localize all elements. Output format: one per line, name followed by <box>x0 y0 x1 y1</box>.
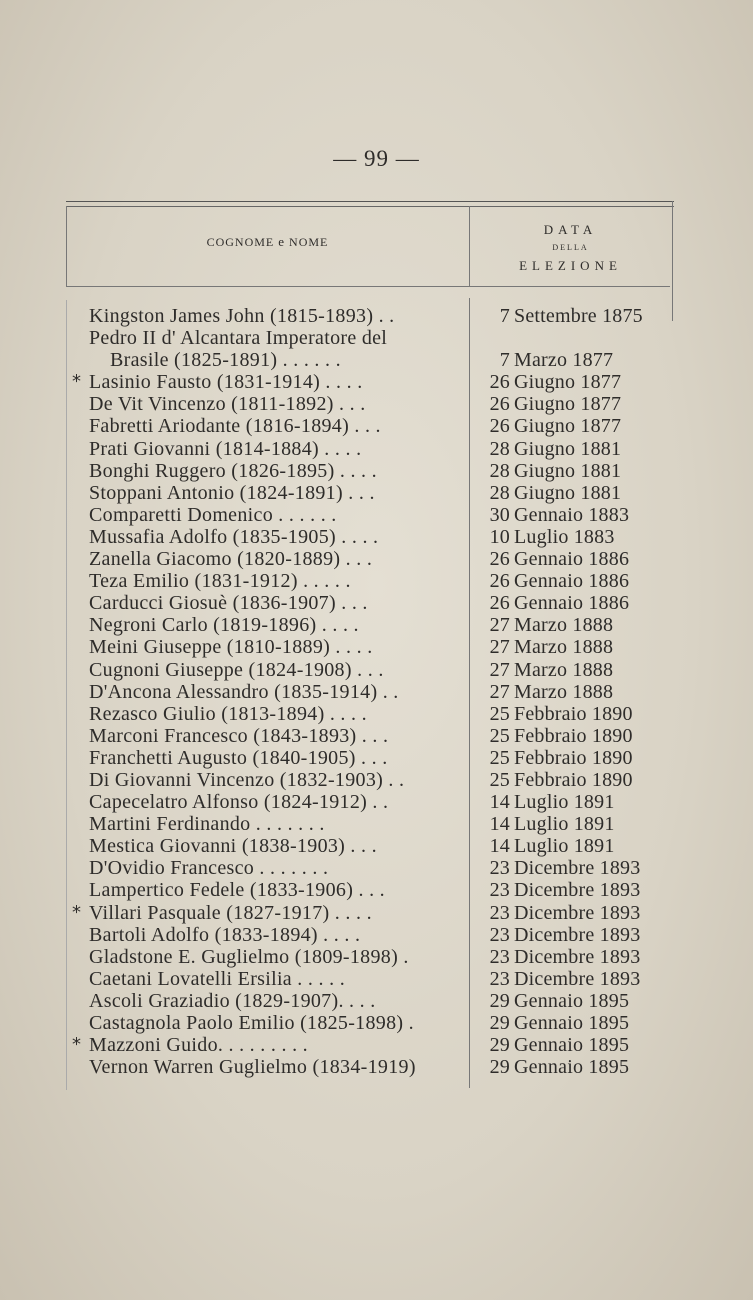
election-day: 14 <box>489 813 510 836</box>
table-row <box>0 415 753 437</box>
column-header-della: DELLA <box>552 243 589 252</box>
table-row <box>0 371 753 393</box>
election-day: 26 <box>489 570 510 593</box>
header-name: NOME <box>289 235 329 249</box>
election-month-year: Giugno 1877 <box>514 393 622 416</box>
page-number: — 99 — <box>333 146 420 171</box>
table-row <box>0 548 753 570</box>
election-month-year: Febbraio 1890 <box>514 768 633 791</box>
table-row <box>0 902 753 924</box>
election-month-year: Gennaio 1886 <box>514 570 630 593</box>
table-row <box>0 349 753 371</box>
member-name: Stoppani Antonio (1824-1891) . . . <box>89 481 375 504</box>
election-day: 30 <box>489 503 510 526</box>
table-row <box>0 879 753 901</box>
member-name: Gladstone E. Guglielmo (1809-1898) . <box>89 945 409 968</box>
member-name: Meini Giuseppe (1810-1889) . . . . <box>89 636 373 659</box>
election-date <box>480 592 660 614</box>
member-name: Zanella Giacomo (1820-1889) . . . <box>89 548 373 571</box>
table-row <box>0 592 753 614</box>
election-date <box>480 482 660 504</box>
election-date <box>480 681 660 703</box>
election-month-year: Giugno 1877 <box>514 415 622 438</box>
election-date <box>480 747 660 769</box>
member-name: Teza Emilio (1831-1912) . . . . . <box>89 570 351 593</box>
election-month-year: Gennaio 1895 <box>514 1056 630 1079</box>
table-right-border <box>672 201 673 321</box>
election-date <box>480 349 660 371</box>
election-date <box>480 305 660 327</box>
member-name: Di Giovanni Vincenzo (1832-1903) . . <box>89 768 405 791</box>
election-day: 26 <box>489 371 510 394</box>
election-day: 14 <box>489 835 510 858</box>
election-date <box>480 1012 660 1034</box>
header-surname: COGNOME <box>206 235 275 249</box>
table-row <box>0 681 753 703</box>
election-month-year: Gennaio 1883 <box>514 503 630 526</box>
election-month-year: Luglio 1883 <box>514 525 615 548</box>
member-name: Carducci Giosuè (1836-1907) . . . <box>89 592 368 615</box>
table-row <box>0 438 753 460</box>
member-name: Pedro II d' Alcantara Imperatore del <box>89 327 388 350</box>
member-name: Caetani Lovatelli Ersilia . . . . . <box>89 967 345 990</box>
table-row <box>0 1034 753 1056</box>
election-day: 26 <box>489 415 510 438</box>
election-month-year: Febbraio 1890 <box>514 702 633 725</box>
election-month-year: Gennaio 1895 <box>514 1034 630 1057</box>
header-conj: e <box>278 234 286 249</box>
member-name: D'Ancona Alessandro (1835-1914) . . <box>89 680 399 703</box>
member-name: Prati Giovanni (1814-1884) . . . . <box>89 437 362 460</box>
election-day: 7 <box>499 349 510 372</box>
column-header-name <box>66 234 469 250</box>
election-month-year: Luglio 1891 <box>514 835 615 858</box>
election-day: 26 <box>489 393 510 416</box>
election-date <box>480 990 660 1012</box>
asterisk-mark: * <box>72 371 82 393</box>
table-header-rule <box>66 286 670 287</box>
table-row <box>0 990 753 1012</box>
election-day: 25 <box>489 768 510 791</box>
election-day: 23 <box>489 967 510 990</box>
election-month-year: Gennaio 1886 <box>514 592 630 615</box>
election-day: 23 <box>489 923 510 946</box>
election-month-year: Febbraio 1890 <box>514 724 633 747</box>
election-month-year: Dicembre 1893 <box>514 967 641 990</box>
election-day: 7 <box>499 305 510 327</box>
election-date <box>480 791 660 813</box>
election-day: 14 <box>489 791 510 814</box>
election-month-year: Dicembre 1893 <box>514 923 641 946</box>
members-table <box>0 305 753 1078</box>
table-row <box>0 504 753 526</box>
election-day: 23 <box>489 945 510 968</box>
member-name: Ascoli Graziadio (1829-1907). . . . <box>89 989 376 1012</box>
member-name: Franchetti Augusto (1840-1905) . . . <box>89 746 388 769</box>
election-date <box>480 570 660 592</box>
table-row <box>0 482 753 504</box>
member-name: Vernon Warren Guglielmo (1834-1919) <box>89 1056 416 1079</box>
member-name: Villari Pasquale (1827-1917) . . . . <box>89 901 372 924</box>
member-name: Brasile (1825-1891) . . . . . . <box>110 349 341 372</box>
election-date <box>480 769 660 791</box>
table-row <box>0 924 753 946</box>
election-date <box>480 460 660 482</box>
election-date <box>480 438 660 460</box>
table-row <box>0 614 753 636</box>
election-day: 27 <box>489 636 510 659</box>
election-month-year: Giugno 1881 <box>514 481 622 504</box>
member-name: Mazzoni Guido. . . . . . . . . <box>89 1034 308 1057</box>
member-name: Lasinio Fausto (1831-1914) . . . . <box>89 371 363 394</box>
election-month-year: Luglio 1891 <box>514 813 615 836</box>
table-top-rule-inner <box>66 206 674 207</box>
member-name: Mussafia Adolfo (1835-1905) . . . . <box>89 525 379 548</box>
member-name: Fabretti Ariodante (1816-1894) . . . <box>89 415 381 438</box>
election-day: 10 <box>489 525 510 548</box>
election-day: 29 <box>489 1056 510 1079</box>
election-date <box>480 725 660 747</box>
election-date <box>480 614 660 636</box>
column-header-data: DATA <box>543 222 598 237</box>
member-name: Comparetti Domenico . . . . . . <box>89 503 337 526</box>
table-row <box>0 813 753 835</box>
election-day: 23 <box>489 857 510 880</box>
election-date <box>480 703 660 725</box>
election-day: 27 <box>489 658 510 681</box>
member-name: Bonghi Ruggero (1826-1895) . . . . <box>89 459 377 482</box>
election-day: 29 <box>489 989 510 1012</box>
election-month-year: Dicembre 1893 <box>514 945 641 968</box>
table-row <box>0 791 753 813</box>
election-month-year: Gennaio 1895 <box>514 1012 630 1034</box>
election-day: 28 <box>489 481 510 504</box>
election-date <box>480 636 660 658</box>
column-header-elezione: ELEZIONE <box>519 258 622 273</box>
election-day: 25 <box>489 746 510 769</box>
election-day: 29 <box>489 1012 510 1034</box>
election-date <box>480 1034 660 1056</box>
election-date <box>480 857 660 879</box>
election-month-year: Dicembre 1893 <box>514 857 641 880</box>
election-month-year: Marzo 1877 <box>514 349 614 372</box>
table-row <box>0 857 753 879</box>
member-name: Capecelatro Alfonso (1824-1912) . . <box>89 791 389 814</box>
election-date <box>480 879 660 901</box>
election-date <box>480 1056 660 1078</box>
member-name: Rezasco Giulio (1813-1894) . . . . <box>89 702 367 725</box>
asterisk-mark: * <box>72 1034 82 1056</box>
election-day: 28 <box>489 437 510 460</box>
election-month-year: Marzo 1888 <box>514 636 614 659</box>
election-date <box>480 327 660 349</box>
member-name: Kingston James John (1815-1893) . . <box>89 305 395 327</box>
asterisk-mark: * <box>72 901 82 923</box>
election-day: 27 <box>489 680 510 703</box>
table-row <box>0 1056 753 1078</box>
election-date <box>480 548 660 570</box>
member-name: Negroni Carlo (1819-1896) . . . . <box>89 614 359 637</box>
table-row <box>0 703 753 725</box>
table-row <box>0 769 753 791</box>
table-row <box>0 725 753 747</box>
election-month-year: Marzo 1888 <box>514 680 614 703</box>
election-date <box>480 946 660 968</box>
election-month-year: Febbraio 1890 <box>514 746 633 769</box>
table-row <box>0 1012 753 1034</box>
election-month-year: Gennaio 1886 <box>514 548 630 571</box>
election-month-year: Marzo 1888 <box>514 614 614 637</box>
member-name: Bartoli Adolfo (1833-1894) . . . . <box>89 923 361 946</box>
election-day: 26 <box>489 592 510 615</box>
table-row <box>0 659 753 681</box>
election-day: 27 <box>489 614 510 637</box>
election-month-year: Giugno 1877 <box>514 371 622 394</box>
election-day: 26 <box>489 548 510 571</box>
election-day: 29 <box>489 1034 510 1057</box>
table-row <box>0 393 753 415</box>
member-name: Martini Ferdinando . . . . . . . <box>89 813 325 836</box>
election-month-year: Giugno 1881 <box>514 459 622 482</box>
member-name: Castagnola Paolo Emilio (1825-1898) . <box>89 1012 414 1034</box>
table-row <box>0 570 753 592</box>
election-date <box>480 526 660 548</box>
table-row <box>0 946 753 968</box>
election-date <box>480 415 660 437</box>
election-month-year: Gennaio 1895 <box>514 989 630 1012</box>
member-name: Lampertico Fedele (1833-1906) . . . <box>89 879 385 902</box>
election-date <box>480 659 660 681</box>
election-day: 23 <box>489 901 510 924</box>
election-month-year: Marzo 1888 <box>514 658 614 681</box>
member-name: D'Ovidio Francesco . . . . . . . <box>89 857 329 880</box>
election-date <box>480 924 660 946</box>
election-date <box>480 902 660 924</box>
election-day: 28 <box>489 459 510 482</box>
member-name: Cugnoni Giuseppe (1824-1908) . . . <box>89 658 384 681</box>
member-name: De Vit Vincenzo (1811-1892) . . . <box>89 393 366 416</box>
election-month-year: Settembre 1875 <box>514 305 643 327</box>
election-date <box>480 393 660 415</box>
table-row <box>0 526 753 548</box>
election-month-year: Giugno 1881 <box>514 437 622 460</box>
election-date <box>480 835 660 857</box>
election-day: 23 <box>489 879 510 902</box>
table-row <box>0 460 753 482</box>
table-row <box>0 305 753 327</box>
table-top-rule <box>66 201 674 202</box>
election-month-year: Dicembre 1893 <box>514 879 641 902</box>
member-name: Marconi Francesco (1843-1893) . . . <box>89 724 389 747</box>
table-row <box>0 747 753 769</box>
election-month-year: Luglio 1891 <box>514 791 615 814</box>
member-name: Mestica Giovanni (1838-1903) . . . <box>89 835 377 858</box>
election-day: 25 <box>489 702 510 725</box>
election-date <box>480 504 660 526</box>
election-date <box>480 968 660 990</box>
table-row <box>0 835 753 857</box>
table-row <box>0 968 753 990</box>
election-date <box>480 371 660 393</box>
election-month-year: Dicembre 1893 <box>514 901 641 924</box>
table-row <box>0 327 753 349</box>
election-day: 25 <box>489 724 510 747</box>
election-date <box>480 813 660 835</box>
table-row <box>0 636 753 658</box>
